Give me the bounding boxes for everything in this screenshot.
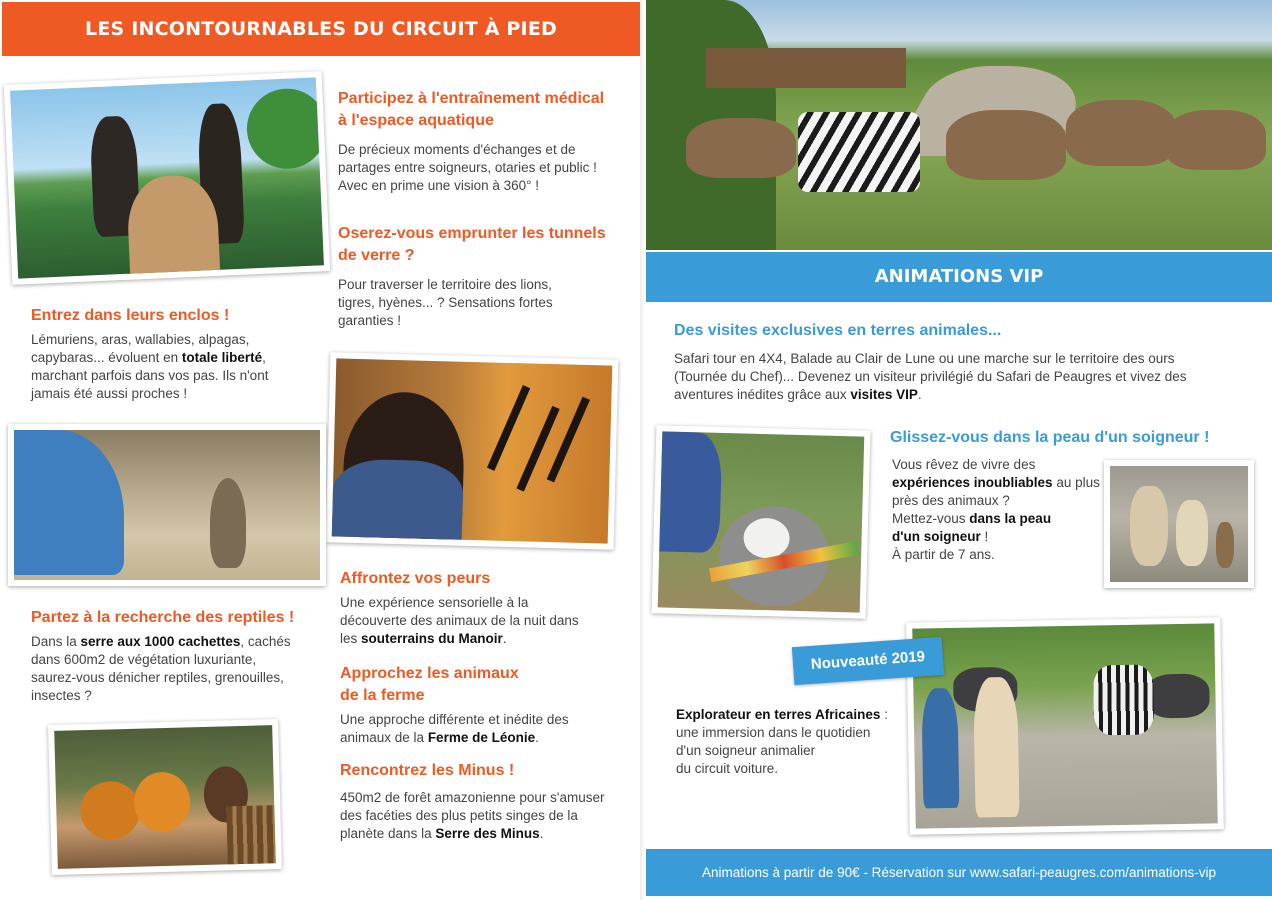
section-reptiles <box>31 607 331 705</box>
reptiles-line: saurez-vous dénicher reptiles, grenouilles, <box>31 670 284 685</box>
section-soigneur <box>890 427 1260 449</box>
reptiles-text: , cachés <box>240 634 291 649</box>
safari-jeep-photo <box>646 0 1272 250</box>
enclos-line: jamais été aussi proches ! <box>31 386 188 401</box>
soigneur-line <box>892 474 1102 492</box>
peurs-line: Une expérience sensorielle à la <box>340 595 529 610</box>
explorateur-bold: Explorateur en terres Africaines <box>676 707 881 722</box>
medical-title-line2: à l'espace aquatique <box>338 112 494 129</box>
reptiles-text: Dans la <box>31 634 81 649</box>
soigneur-line: Vous rêvez de vivre des <box>892 457 1036 472</box>
ferme-text: . <box>535 730 539 745</box>
soigneur-text: ! <box>980 529 989 544</box>
soigneur-bold: d'un soigneur <box>892 529 981 544</box>
tunnels-title-line1: Oserez-vous emprunter les tunnels <box>338 225 606 242</box>
soigneur-line: À partir de 7 ans. <box>892 547 995 562</box>
enclos-line: marchant parfois dans vos pas. Ils n'ont <box>31 368 269 383</box>
explorateur-text: : <box>880 707 888 722</box>
soigneur-text: au plus <box>1052 475 1100 490</box>
tunnels-body-line: garanties ! <box>338 313 402 328</box>
tunnels-body-line: tigres, hyènes... ? Sensations fortes <box>338 295 553 310</box>
section-medical <box>338 88 638 195</box>
ferme-title-line2: de la ferme <box>340 687 425 704</box>
vip-intro-text: aventures inédites grâce aux <box>674 387 851 402</box>
medical-title <box>338 88 638 132</box>
vip-intro-text: . <box>917 387 922 402</box>
tiger-photo <box>326 352 619 549</box>
new-2019-badge-text: Nouveauté 2019 <box>810 648 926 673</box>
medical-body-line: De précieux moments d'échanges et de <box>338 142 576 157</box>
explorateur-line: une immersion dans le quotidien <box>676 725 871 740</box>
sea-lion-photo <box>4 71 330 285</box>
keeper-meerkat-photo <box>1104 460 1254 588</box>
section-minus <box>340 760 640 843</box>
minus-line: des facéties des plus petits singes de la <box>340 808 578 823</box>
reptiles-title: Partez à la recherche des reptiles ! <box>31 609 295 626</box>
enclos-line: Lémuriens, aras, wallabies, alpagas, <box>31 332 250 347</box>
soigneur-bold: expériences inoubliables <box>892 475 1053 490</box>
peurs-line: découverte des animaux de la nuit dans <box>340 613 579 628</box>
peurs-line <box>340 630 640 648</box>
peurs-body <box>340 594 640 648</box>
ferme-line: Une approche différente et inédite des <box>340 712 569 727</box>
soigneur-body <box>892 456 1102 564</box>
minus-text: . <box>539 826 544 841</box>
minus-title: Rencontrez les Minus ! <box>340 762 515 779</box>
enclos-title: Entrez dans leurs enclos ! <box>31 307 230 324</box>
soigneur-text: Mettez-vous <box>892 511 970 526</box>
section-explorateur <box>676 706 901 778</box>
soigneur-line <box>892 528 1102 546</box>
tunnels-body <box>338 276 638 330</box>
reptiles-line <box>31 633 331 651</box>
orange-banner <box>2 2 640 56</box>
tunnels-body-line: Pour traverser le territoire des lions, <box>338 277 552 292</box>
peurs-text: les <box>340 631 362 646</box>
soigneur-line: près des animaux ? <box>892 493 1010 508</box>
enclos-body <box>31 331 331 403</box>
footer-bar <box>646 849 1272 896</box>
section-vip-intro <box>674 320 1264 404</box>
enclos-text: , <box>262 350 266 365</box>
section-ferme <box>340 663 640 747</box>
section-peurs <box>340 568 640 648</box>
medical-body-line: Avec en prime une vision à 360° ! <box>338 178 540 193</box>
footer-text: Animations à partir de 90€ - Réservation sur www.safari-peaugres.com/animations-vip <box>702 865 1216 880</box>
reptiles-line: dans 600m2 de végétation luxuriante, <box>31 652 257 667</box>
vip-intro-body <box>674 350 1264 404</box>
ferme-title-line1: Approchez les animaux <box>340 665 519 682</box>
minus-body <box>340 789 640 843</box>
minus-line: 450m2 de forêt amazonienne pour s'amuser <box>340 790 605 805</box>
ferme-title <box>340 663 640 707</box>
ferme-body <box>340 711 640 747</box>
enclos-text: capybaras... évoluent en <box>31 350 182 365</box>
left-banner-title: LES INCONTOURNABLES DU CIRCUIT À PIED <box>85 18 557 40</box>
vip-intro-line: Safari tour en 4X4, Balade au Clair de Lune ou une marche sur le territoire des ours <box>674 351 1175 366</box>
explorateur-line: du circuit voiture. <box>676 761 779 776</box>
ferme-line <box>340 729 640 747</box>
section-enclos <box>31 305 331 403</box>
medical-body-line: partages entre soigneurs, otaries et public ! <box>338 160 597 175</box>
lemur-feeding-photo <box>652 425 871 619</box>
explorer-zebra-photo <box>906 617 1224 834</box>
vip-intro-bold: visites VIP <box>850 387 918 402</box>
explorateur-line: d'un soigneur animalier <box>676 743 816 758</box>
minus-bold: Serre des Minus <box>435 826 540 841</box>
minus-line <box>340 825 640 843</box>
soigneur-bold: dans la peau <box>969 511 1052 526</box>
vip-intro-title: Des visites exclusives en terres animales... <box>674 322 1002 339</box>
blue-banner <box>646 252 1272 302</box>
wallaby-photo <box>8 424 326 586</box>
enclos-line <box>31 349 331 367</box>
reptiles-body <box>31 633 331 705</box>
enclos-bold: totale liberté <box>181 350 263 365</box>
minus-text: planète dans la <box>340 826 436 841</box>
peurs-text: . <box>502 631 507 646</box>
soigneur-title: Glissez-vous dans la peau d'un soigneur ! <box>890 429 1210 446</box>
soigneur-line <box>892 510 1102 528</box>
peurs-title: Affrontez vos peurs <box>340 570 491 587</box>
medical-title-line1: Participez à l'entraînement médical <box>338 90 605 107</box>
reptiles-bold: serre aux 1000 cachettes <box>80 634 241 649</box>
tunnels-title-line2: de verre ? <box>338 247 415 264</box>
section-tunnels <box>338 223 638 330</box>
vip-intro-line <box>674 386 1264 404</box>
ferme-bold: Ferme de Léonie <box>427 730 536 745</box>
vip-intro-line: (Tournée du Chef)... Devenez un visiteur privilégié du Safari de Peaugres et vivez des <box>674 369 1187 384</box>
right-banner-title: ANIMATIONS VIP <box>874 266 1044 287</box>
peurs-bold: souterrains du Manoir <box>361 631 503 646</box>
golden-monkey-photo <box>48 719 282 875</box>
reptiles-line: insectes ? <box>31 688 92 703</box>
explorateur-title <box>676 706 901 724</box>
medical-body <box>338 141 638 195</box>
ferme-text: animaux de la <box>340 730 428 745</box>
tunnels-title <box>338 223 638 267</box>
